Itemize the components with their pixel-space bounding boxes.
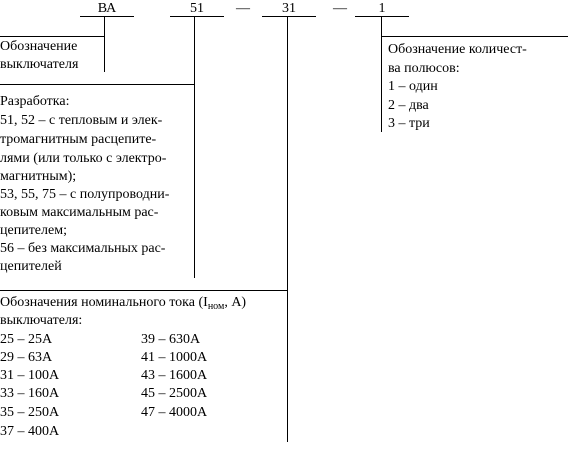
development-line: Разработка: <box>0 94 70 109</box>
leader-development-vertical <box>194 16 195 278</box>
current-title-prefix: Обозначения номинального тока (I <box>0 295 208 310</box>
current-value: 33 – 160А <box>0 386 60 401</box>
leader-current-horizontal <box>0 290 288 291</box>
code-dash-1: — <box>236 1 250 16</box>
current-value: 37 – 400А <box>0 424 60 439</box>
leader-series-vertical <box>104 16 105 72</box>
development-line: ковым максимальным рас- <box>0 205 159 220</box>
code-underline-poles <box>355 16 409 17</box>
development-line: 56 – без максимальных рас- <box>0 241 166 256</box>
code-dash-2: — <box>333 1 347 16</box>
current-value: 43 – 1600А <box>141 368 208 383</box>
current-value: 47 – 4000А <box>141 405 208 420</box>
breaker-label-line-1: Обозначение <box>0 39 78 54</box>
development-line: лями (или только с электро- <box>0 151 167 166</box>
leader-poles-horizontal <box>381 36 568 37</box>
development-line: цепителей <box>0 259 62 274</box>
current-value: 45 – 2500А <box>141 386 208 401</box>
poles-line: Обозначение количест- <box>388 42 527 57</box>
code-part-series: ВА <box>97 1 117 16</box>
code-part-current: 31 <box>282 1 296 16</box>
development-line: тромагнитным расцепите- <box>0 132 157 147</box>
code-underline-development <box>170 16 224 17</box>
code-underline-series <box>80 16 134 17</box>
current-value: 31 – 100А <box>0 368 60 383</box>
leader-development-horizontal <box>0 84 195 85</box>
poles-line: ва полюсов: <box>388 61 460 76</box>
poles-line: 1 – один <box>388 79 438 94</box>
development-line: 51, 52 – с тепловым и элек- <box>0 113 163 128</box>
code-part-poles: 1 <box>378 1 386 16</box>
current-value: 41 – 1000А <box>141 350 208 365</box>
development-line: цепителем; <box>0 223 67 238</box>
code-part-development: 51 <box>190 1 204 16</box>
poles-line: 3 – три <box>388 116 430 131</box>
current-value: 39 – 630А <box>141 332 201 347</box>
breaker-label-line-2: выключателя <box>0 57 79 72</box>
current-title-line-2: выключателя: <box>0 313 83 328</box>
poles-line: 2 – два <box>388 98 429 113</box>
leader-series-horizontal <box>0 36 105 37</box>
current-title-subscript: ном <box>207 301 225 312</box>
development-line: 53, 55, 75 – с полупроводни- <box>0 187 170 202</box>
code-underline-current <box>262 16 316 17</box>
development-line: магнитным); <box>0 169 77 184</box>
current-value: 25 – 25А <box>0 332 53 347</box>
leader-current-vertical <box>287 16 288 442</box>
current-value: 35 – 250А <box>0 405 60 420</box>
leader-poles-vertical <box>381 16 382 132</box>
current-value: 29 – 63А <box>0 350 53 365</box>
current-title-suffix: , А) <box>224 295 247 310</box>
